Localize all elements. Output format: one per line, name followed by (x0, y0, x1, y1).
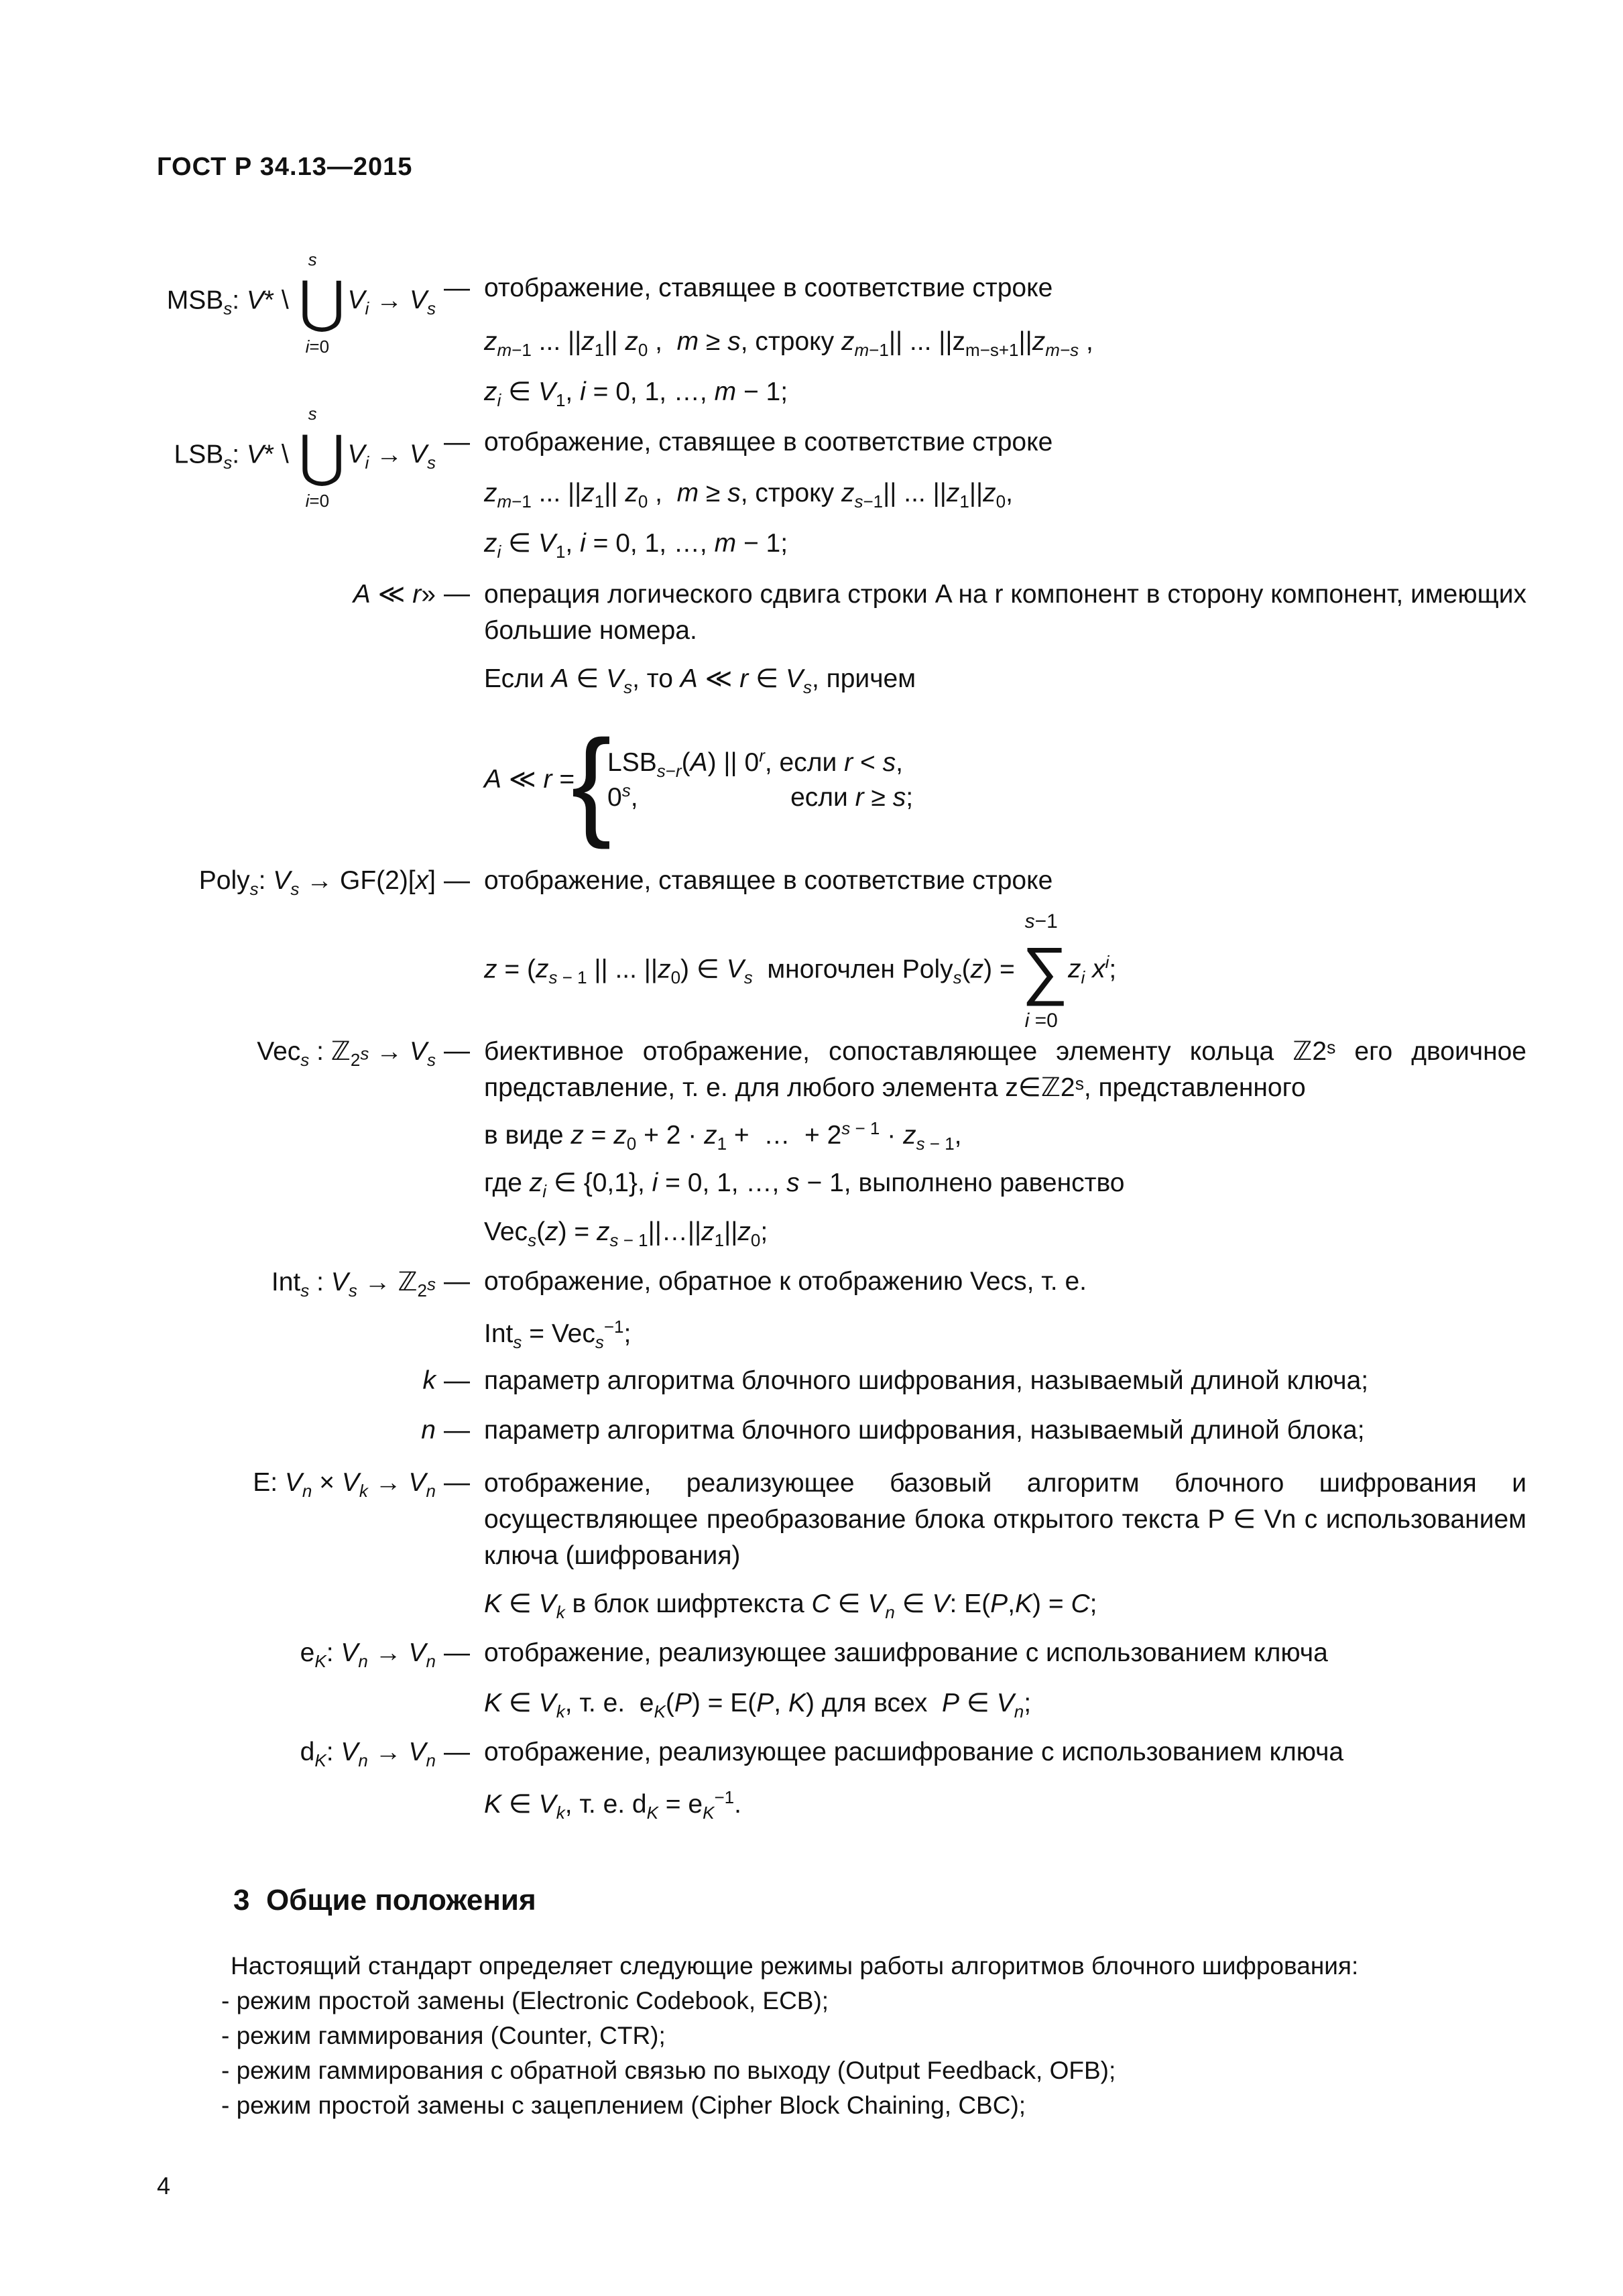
def-int-symbol: Int$_s$ : $V_s$ → ℤ$_{2^s}$ (271, 1268, 436, 1301)
def-dk-symbol: $d_K$: $V_n \to V_n$ (300, 1738, 436, 1770)
def-k-text: параметр алгоритма блочного шифрования, называемый длиной ключа; (484, 1366, 1369, 1395)
def-shift-case2: 0$^s$, если r ≥ s; (607, 780, 914, 812)
def-ek-text: отображение, реализующее зашифрование с использованием ключа (484, 1638, 1328, 1667)
def-msb-cond: $z_i$ ∈ $V_1$, i = 0, 1, …, m − 1; (484, 377, 788, 410)
def-poly-text: отображение, ставящее в соответствие строке (484, 866, 1053, 895)
list-item: - режим гаммирования с обратной связью по выходу (Output Feedback, OFB); (221, 2057, 1116, 2084)
def-lsb-symbol: $LSB_s$: V* \ ⋃ s i=0 $V_i \to V_s$ (174, 404, 436, 511)
def-vec-where: где $z_i$ ∈ {0,1}, i = 0, 1, …, s − 1, выполнено равенство (484, 1168, 1125, 1201)
def-msb-symbol: $MSB_s$: V* \ ⋃ s i=0 $V_i \to V_s$ (166, 249, 436, 357)
def-vec-form: в виде $z = z_0 + 2 \cdot z_1$ + … + $2^{s - 1} \cdot z_s$ $_{- 1}$, (484, 1118, 962, 1154)
def-vec-symbol: Vec$_s$ : ℤ$_{2^s}$ → $V_s$ (257, 1037, 436, 1070)
def-int-text: отображение, обратное к отображению Vecs, т. е. (484, 1267, 1087, 1296)
def-int-eq: Int$_s$ = Vec$_s^{-1}$; (484, 1317, 632, 1352)
def-e-symbol: E: $V_n \times V_k \to V_n$ (253, 1468, 436, 1501)
def-poly-formula: $z = (z_s$ $_{- 1}$ || ... $||z_0$) ∈ $V_s$ многочлен Poly$_s$(z) = ∑ s−1 i =0 $z_i$ $x^i$; (484, 910, 1117, 1032)
def-shift-lhs: A ≪ r = (484, 765, 575, 794)
list-item: - режим простой замены (Electronic Codebook, ECB); (221, 1987, 829, 2014)
def-msb-formula: $z_{m-1}$ ... $||z_1||$ $z_0$ , m ≥ s, строку $z_{m-1}||$ ... $||z_{m-s+1}||z_{m-s}$ , (484, 327, 1093, 360)
def-ek-eq: K ∈ $V_k$, т. е. $e_K(P) = E(P$, K) для всех P ∈ $V_n$; (484, 1689, 1032, 1721)
def-lsb-cond: $z_i$ ∈ $V_1$, i = 0, 1, …, m − 1; (484, 529, 788, 562)
def-lsb-text: отображение, ставящее в соответствие строке (484, 428, 1053, 457)
def-n-text: параметр алгоритма блочного шифрования, называемый длиной блока; (484, 1416, 1365, 1445)
def-msb-text: отображение, ставящее в соответствие строке (484, 274, 1053, 302)
def-n-symbol: n (421, 1416, 436, 1445)
def-vec-eq: $Vec_s(z) = z_s$ $_{- 1}||\dots||z_1||z_0$; (484, 1217, 768, 1250)
def-vec-text: биективное отображение, сопоставляющее элементу кольца ℤ2ˢ его двоичное представление, т. е. для любого элемента z∈ℤ2ˢ, представленного (484, 1037, 1526, 1102)
def-e-text: отображение, реализующее базовый алгоритм блочного шифрования и осуществляющее преобразование блока открытого текста P ∈ Vn с использованием ключа (шифрования) (484, 1469, 1526, 1570)
def-shift-case1: $LSB_{s-r}(A)$ || 0$^r$, если r < s, (607, 745, 903, 781)
list-item: - режим простой замены с зацеплением (Cipher Block Chaining, CBC); (221, 2092, 1026, 2119)
def-dk-eq: K ∈ $V_k$, т. е. $d_K = e_K^{-1}$. (484, 1787, 741, 1823)
def-dk-text: отображение, реализующее расшифрование с использованием ключа (484, 1738, 1344, 1766)
list-item: - режим гаммирования (Counter, CTR); (221, 2022, 666, 2049)
def-k-symbol: k (422, 1366, 436, 1395)
page-number: 4 (157, 2172, 171, 2199)
def-ek-symbol: $e_K$: $V_n \to V_n$ (300, 1638, 436, 1671)
def-shift-if: Если A ∈ $V_s$, то A ≪ r ∈ $V_s$, причем (484, 664, 916, 697)
document-header: ГОСТ Р 34.13—2015 (157, 153, 413, 181)
def-shift-symbol: A ≪ r» (353, 580, 436, 609)
section-intro: Настоящий стандарт определяет следующие режимы работы алгоритмов блочного шифрования: (231, 1952, 1359, 1980)
cases-brace: { (571, 715, 612, 850)
def-e-eq: K ∈ $V_k$ в блок шифртекста C ∈ $V_n$ ∈ V: E(P,K) = C; (484, 1589, 1097, 1622)
section-heading: 3 Общие положения (233, 1884, 536, 1917)
def-lsb-formula: $z_{m-1}$ ... $||z_1||$ $z_0$ , m ≥ s, строку $z_{s-1}||$ ... $||z_1||z_0$, (484, 479, 1013, 511)
def-shift-text: операция логического сдвига строки A на r компонент в сторону компонент, имеющих большие номера. (484, 580, 1526, 645)
def-poly-symbol: Poly$_s$: $V_s \to GF(2)[x]$ (198, 866, 436, 899)
